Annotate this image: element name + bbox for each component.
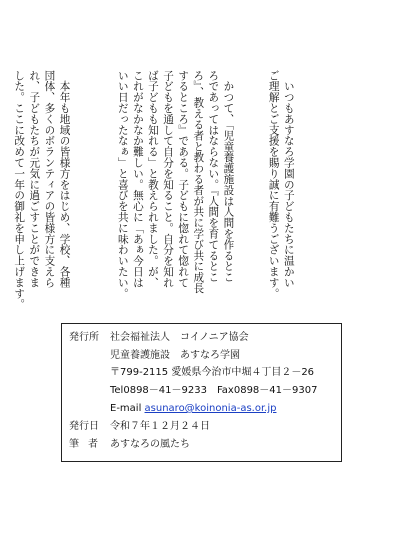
text-line: 団体、多くのボランティアの皆様方に支えら [43, 70, 56, 288]
paragraph-philosophy [115, 70, 236, 306]
facility-name: 児童養護施設 あすなろ学園 [110, 350, 240, 361]
paragraph-greeting [266, 70, 296, 306]
issue-date: 令和７年１２月２４日 [110, 421, 210, 432]
message-body [13, 70, 326, 310]
colophon-box [61, 323, 342, 462]
text-line: ば子どもも知れる」と教えられました。が、 [146, 70, 159, 288]
author-label: 筆者 [69, 439, 107, 450]
text-line: 子どもを通して自分を知ること。自分を知れ [162, 70, 175, 288]
tel-fax: Tel0898－41－9233 Fax0898－41－9307 [110, 385, 318, 396]
text-line: かつて、「児童養護施設は人間を作るとこ [222, 70, 235, 283]
publisher-label: 発行所 [69, 332, 99, 343]
publisher-org: 社会福祉法人 コイノニア協会 [110, 332, 249, 343]
text-line: これがなかなか難しい。無心に「あぁ今日は [131, 70, 144, 288]
text-line: れ、子どもたちが元気に過ごすことができま [28, 70, 41, 288]
text-line: ろであってはならない。『人間を育てるとこ [207, 70, 220, 283]
email-link[interactable]: asunaro@koinonia-as.or.jp [144, 403, 277, 414]
paragraph-thanks [11, 70, 71, 310]
text-line: いい日だったなぁ」と喜びを共に味わいたい。 [116, 70, 129, 299]
text-line: した。ここに改めて一年の御礼を申し上げます。 [13, 70, 26, 310]
text-line: 本年も地域の皆様方をはじめ、学校、各種 [58, 70, 71, 288]
text-line: ご理解とご支援を賜り誠に有難うございます。 [267, 70, 280, 299]
text-line: するところ』である。子どもに惚れて惚れて [177, 70, 190, 288]
author-name: あすなろの風たち [110, 439, 190, 450]
text-line: ろ』、教える者と教わる者が共に学び共に成長 [192, 70, 205, 294]
date-label: 発行日 [69, 421, 99, 432]
email-line [110, 402, 276, 416]
address: 〒799-2115 愛媛県今治市中堀４丁目２－26 [110, 367, 315, 378]
text-line: いつもあすなろ学園の子どもたちに温かい [282, 70, 295, 288]
email-prefix: E-mail [110, 403, 145, 414]
